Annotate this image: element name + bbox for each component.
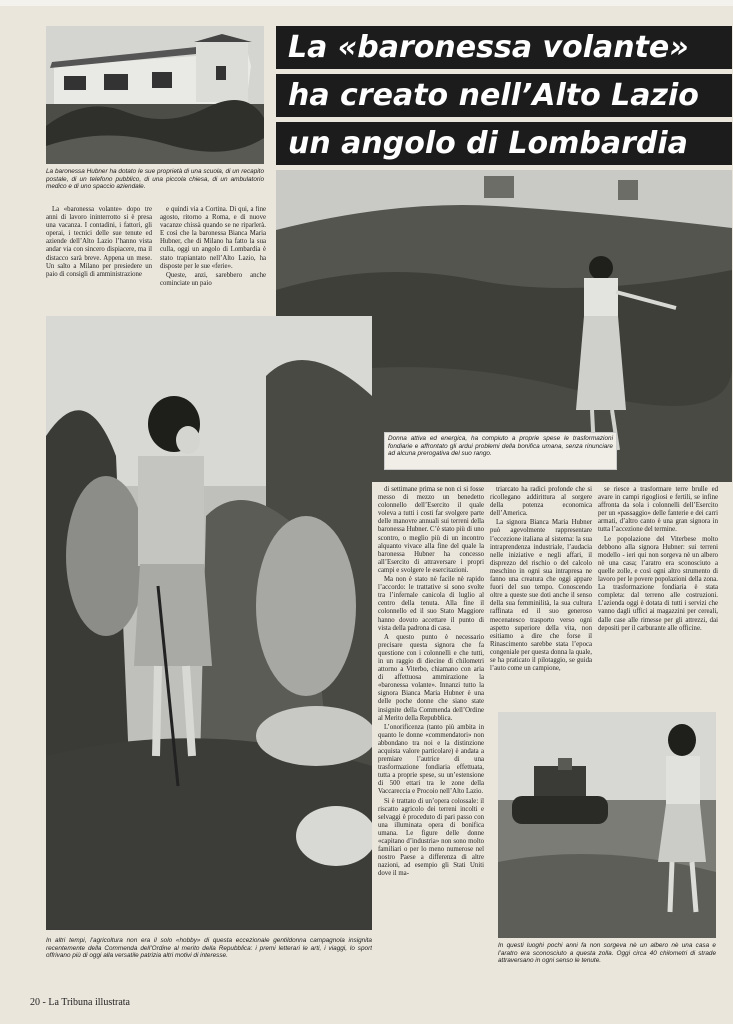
tobacco-field-photo-image <box>46 316 372 930</box>
headline-line-1: La «baronessa volante» <box>276 26 732 69</box>
landscape-caption: Donna attiva ed energica, ha compiuto a proprie spese le trasformazioni fondiarie e affrontato gli ardui problemi della bonifica umana, senza rinunciare ad alcuna prerogativa del suo rango. <box>384 432 617 470</box>
headline-line-2: ha creato nell’Alto Lazio <box>276 74 732 117</box>
article-column-2 <box>160 206 266 310</box>
house-caption: La baronessa Hubner ha dotato le sue proprietà di una scuola, di un recapito postale, di un telefono pubblico, di una piccola chiesa, di un ambulatorio medico e di uno spaccio aziendale. <box>46 168 264 191</box>
article-col3-para-4: L’onorificenza (tanto più ambita in quanto le donne «commendatori» non abbondano tra noi e la distinzione acquista valore particolare) è andata a premiare l’autrice di una trasformazione fondiaria effettuata, tutta a proprie spese, su un’estensione di 500 ettari tra le zone della Vaccareccia e Procoio nell’Alto Lazio. <box>378 723 484 796</box>
article-column-4 <box>490 486 592 708</box>
tobacco-field-photo <box>46 316 372 930</box>
article-col1-para-1: La «baronessa volante» dopo tre anni di lavoro ininterrotto si è presa una vacanza. I contadini, i fattori, gli operai, i tecnici delle sue tenute ed aziende dell’Alto Lazio l’hanno vista andar via con sincero dispiacere, ma il distacco sarà breve. Appena un mese. Un salto a Milano per presiedere un paio di consigli di amministrazione <box>46 206 152 278</box>
tractor-caption: In questi luoghi pochi anni fa non sorgeva nè un albero nè una casa e l’aratro era sconosciuto a questa zolla. Oggi circa 40 chilometri di strade attraversano in ogni senso le tenute. <box>498 942 716 965</box>
article-column-5 <box>598 486 718 708</box>
article-column-3 <box>378 486 484 976</box>
house-photo-image <box>46 26 264 164</box>
article-col4-para-1: triarcato ha radici profonde che si ricollegano addirittura al sorgere della potenza economica dell’America. <box>490 486 592 518</box>
article-col2-para-2: Queste, anzi, sarebbero anche cominciate un paio <box>160 271 266 287</box>
article-col5-para-2: Le popolazione del Viterbese molto debbono alla signora Hubner: sui terreni modello - ieri qui non sorgeva nè un albero nè una casa; l’aratro era sconosciuto a quelle zolle, e così ogni altro strumento di lavoro per le povere popolazioni della zona. La trasformazione fondiaria è stata completa: dal terreno alle costruzioni. L’azienda oggi è dotata di tutti i servizi che vanno dagli uffici ai magazzini per cereali, dalle case alle rimesse per gli attrezzi, dai depositi per il carburante alle officine. <box>598 535 718 632</box>
tractor-photo-image <box>498 712 716 938</box>
headline-line-3: un angolo di Lombardia <box>276 122 732 165</box>
article-col3-para-2: Ma non è stato nè facile nè rapido l’accordo: le trattative si sono svolte tra l’infernale canicola di luglio al centro della tenuta. Alla fine il colonnello ed il suo Stato Maggiore hanno dovuto accettare il punto di vista della padrona di casa. <box>378 576 484 632</box>
article-col5-para-1: se riesce a trasformare terre brulle ed avare in campi rigogliosi e fertili, se infine affronta da sola i colonnelli dell’Esercito per un «passaggio» delle fanterie e dei carri armati, d’altro canto è una gran signora in tutta l’accezione del termine. <box>598 486 718 534</box>
tobacco-caption: In altri tempi, l’agricoltura non era il solo «hobby» di questa eccezionale gentildonna campagnola insignita recentemente della Commenda dell’Ordine al merito della Repubblica: i premi letterari le arti, i viaggi, lo sport offrivano più di oggi alla versatile patrizia altri motivi di interesse. <box>46 937 372 960</box>
article-col2-para-1: e quindi via a Cortina. Di qui, a fine agosto, ritorno a Roma, e di nuove vacanze chissà quando se ne riparlerà. E così che la baronessa Bianca Maria Hubner, che di Milano ha fatto la sua culla, oggi un angolo di Lombardia è stato trapiantato nell’Alto Lazio, ha disposte per le sue «ferie». <box>160 206 266 270</box>
article-column-1 <box>46 206 152 310</box>
tractor-photo <box>498 712 716 938</box>
page-footer: 20 - La Tribuna illustrata <box>30 997 130 1008</box>
house-photo <box>46 26 264 164</box>
article-col3-para-5: Si è trattato di un’opera colossale: il riscatto agricolo dei terreni incolti e selvaggi è proceduto di pari passo con una illuminata opera di bonifica umana. Le figure delle donne «capitano d’industria» non sono molto familiari o per lo meno numerose nel nostro Paese a differenza di altre nazioni, ad esempio gli Stati Uniti dove il ma- <box>378 797 484 878</box>
article-col3-para-1: di settimane prima se non ci si fosse messo di mezzo un benedetto colonnello dell’Esercito il quale voleva a tutti i costi far svolgere parte delle manovre annuali sui terreni della baronessa Hubner. C’è stato più di uno scontro, o meglio più di un incontro alquanto vivace alla fine del quale la baronessa Hubner ha concesso all’Esercito di attraversare i propri campi e svolgere le esercitazioni. <box>378 486 484 574</box>
page-top-edge <box>0 0 733 6</box>
article-col4-para-2: La signora Bianca Maria Hubner può agevolmente rappresentare l’eccezione italiana al sistema: la sua intraprendenza industriale, l’audacia nelle iniziative e negli affari, il disprezzo del rischio o del calcolo meschino in ogni sua intrapresa ne fanno una creatura che oggi appare fuori del suo tempo. Conoscendo oltre a queste sue doti anche il senso della sua femminilità, la sua cultura raffinata ed il suo generoso mecenatesco trasporto verso ogni aspetto superiore della vita, non esitiamo a dire che forse il Rinascimento sarebbe stata l’epoca congeniale per questa donna la quale, se ha praticato il pilotaggio, se guida l’auto come un campione, <box>490 519 592 673</box>
article-col3-para-3: A questo punto è necessario precisare questa signora che fa questione con i colonnelli e che tutti, in un raggio di diecine di chilometri attorno a Viterbo, chiamano con aria di affettuosa ammirazione la «baronessa volante». Innanzi tutto la signora Bianca Maria Hubner è una delle poche donne che siano state insignite della Commenda dell’Ordine al Merito della Repubblica. <box>378 633 484 722</box>
